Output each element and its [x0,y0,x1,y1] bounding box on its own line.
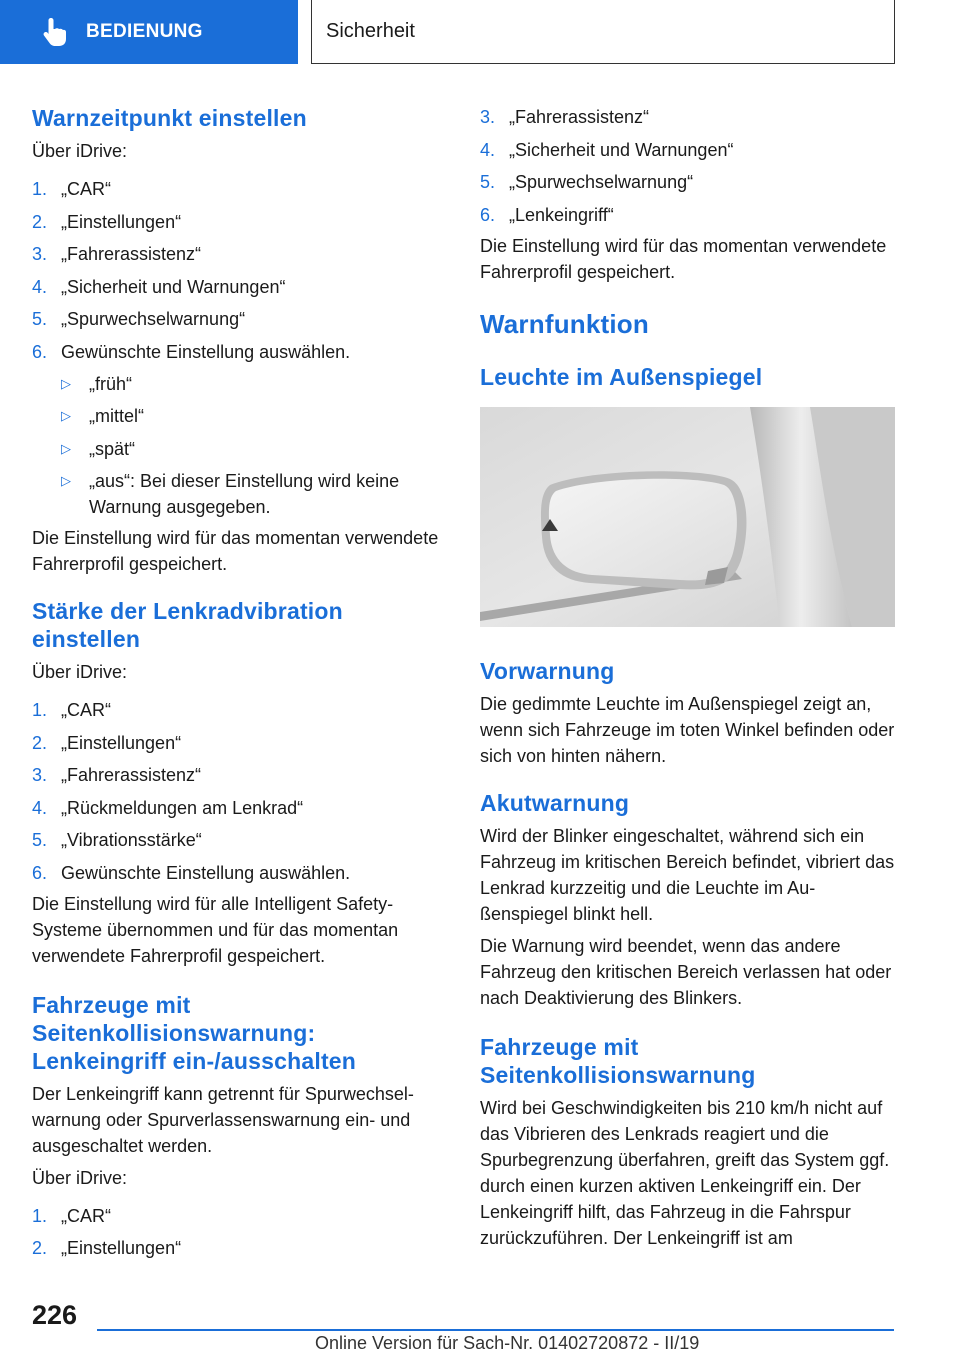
list-item [32,274,442,300]
step-number: 6. [32,862,48,883]
list-item [32,209,442,235]
hand-pointer-icon [38,15,72,49]
list-item [32,1203,442,1229]
steps-list [32,1203,442,1262]
options-list [61,371,442,521]
step-number: 1. [32,179,48,199]
body-text: Wird bei Geschwindigkeiten bis 210 km/h nicht auf das Vibrieren des Lenkrads reagiert und die Spurbegrenzung überfahren, greift das System ggf. durch einen kurzen aktiven Lenkeingriff ein. Der Lenkeingriff hilft, das Fahrzeug in die Fahrspur zurückzuführen. Der Lenkeingriff ist am [480,1097,890,1248]
step-number: 2. [32,732,48,753]
step-text: „Fahrerassistenz“ [61,244,202,264]
list-item [32,1235,442,1261]
step-text: „CAR“ [61,1205,111,1226]
step-text: „Einstellungen“ [61,732,182,753]
body-text: Der Lenkeingriff kann getrennt für Spurwechselwarnung oder Spurverlassenswarnung ein- und ausgeschaltet werden. [32,1083,414,1156]
step-number: 2. [32,1238,48,1258]
side-mirror-image [480,407,895,627]
option-text: „früh“ [89,373,133,394]
heading-seitenkollision: Fahrzeuge mit Seitenkollisionswarnung [480,1033,756,1088]
triangle-bullet-icon: ▷ [61,408,71,423]
step-number: 3. [480,107,496,127]
heading-vorwarnung: Vorwarnung [480,657,615,684]
steps-list [32,697,442,886]
list-item [32,762,442,788]
list-item [61,403,442,429]
section-box [311,0,895,64]
step-text: Gewünschte Einstellung auswählen. [61,341,351,362]
steps-list [32,176,442,365]
step-text: „Spurwechselwarnung“ [61,309,246,329]
step-number: 5. [480,172,496,192]
step-text: „Lenkeingriff“ [509,204,614,225]
triangle-bullet-icon: ▷ [61,375,71,391]
step-number: 2. [32,211,48,232]
chapter-tab [0,0,298,64]
heading-warnfunktion: Warnfunktion [480,308,649,339]
page-header [0,0,960,66]
step-text: „Sicherheit und Warnungen“ [509,139,734,160]
step-text: „Fahrerassistenz“ [61,765,202,785]
heading-warnzeitpunkt: Warnzeitpunkt einstellen [32,105,307,131]
steps-list [480,104,895,228]
mirror-illustration [480,407,895,627]
list-item [480,137,895,163]
heading-leuchte-aussenspiegel: Leuchte im Außenspiegel [480,363,763,390]
intro-idrive: Über iDrive: [32,141,128,161]
list-item [61,436,442,462]
list-item [32,795,442,821]
step-number: 4. [32,797,48,818]
online-version-text: Online Version für Sach-Nr. 01402720872 - II/19 [315,1333,700,1353]
chapter-label: BEDIENUNG [86,21,203,42]
step-number: 1. [32,1205,48,1226]
step-number: 4. [32,276,48,297]
option-text: „aus“: Bei dieser Einstellung wird keine Warnung ausgegeben. [89,471,400,517]
intro-idrive: Über iDrive: [32,1167,128,1188]
step-number: 6. [480,204,496,225]
step-number: 4. [480,139,496,160]
heading-lenkradvibration: Stärke der Lenkradvibration einstellen [32,598,343,652]
body-text: Wird der Blinker eingeschaltet, während sich ein Fahrzeug im kritischen Bereich befindet, vibriert das Lenkrad kurzzeitig und die Leuchte im Außenspiegel blinkt hell. [480,825,895,924]
step-text: „CAR“ [61,179,111,199]
list-item [480,104,895,130]
option-text: „mittel“ [89,406,144,426]
list-item [61,468,442,520]
right-column [480,100,895,1251]
triangle-bullet-icon: ▷ [61,473,71,488]
body-text: Die Warnung wird beendet, wenn das andere Fahrzeug den kritischen Bereich verlassen hat oder nach Deaktivierung des Blinkers. [480,935,892,1008]
heading-seitenkollision-lenkeingriff: Fahrzeuge mit Seitenkollisionswarnung: Lenkeingriff ein-/ausschalten [32,991,357,1074]
step-number: 3. [32,765,48,785]
step-text: Gewünschte Einstellung auswählen. [61,862,351,883]
list-item [32,730,442,756]
step-text: „Fahrerassistenz“ [509,107,650,127]
intro-idrive: Über iDrive: [32,662,128,682]
note-text: Die Einstellung wird für das momentan verwendete Fahrerprofil gespeichert. [32,528,439,574]
step-number: 3. [32,244,48,264]
list-item [32,176,442,202]
list-item [32,860,442,886]
list-item [32,241,442,267]
heading-akutwarnung: Akutwarnung [480,789,630,816]
list-item [61,371,442,397]
footer-divider [97,1329,894,1331]
step-text: „Einstellungen“ [61,211,182,232]
note-text: Die Einstellung wird für alle Intelligent Safety-Systeme übernommen und für das momentan verwendete Fahrerprofil gespeichert. [32,893,399,966]
page-number: 226 [32,1300,78,1330]
step-text: „Spurwechselwarnung“ [509,172,694,192]
list-item [480,169,895,195]
step-text: „Sicherheit und Warnungen“ [61,276,286,297]
left-column [32,100,442,1268]
step-number: 5. [32,309,48,329]
triangle-bullet-icon: ▷ [61,440,71,456]
step-number: 6. [32,341,48,362]
note-text: Die Einstellung wird für das momentan verwendete Fahrerprofil gespeichert. [480,235,887,282]
list-item [32,339,442,365]
list-item [32,306,442,332]
step-text: „CAR“ [61,700,111,720]
step-text: „Einstellungen“ [61,1238,182,1258]
list-item [480,202,895,228]
step-text: „Vibrationsstärke“ [61,830,202,850]
section-label: Sicherheit [326,20,415,42]
step-number: 1. [32,700,48,720]
step-number: 5. [32,830,48,850]
step-text: „Rückmeldungen am Lenkrad“ [61,797,304,818]
body-text: Die gedimmte Leuchte im Außenspiegel zeigt an, wenn sich Fahrzeuge im toten Winkel befinden oder sich von hinten nähern. [480,693,895,766]
list-item [32,697,442,723]
list-item [32,827,442,853]
option-text: „spät“ [89,438,136,459]
